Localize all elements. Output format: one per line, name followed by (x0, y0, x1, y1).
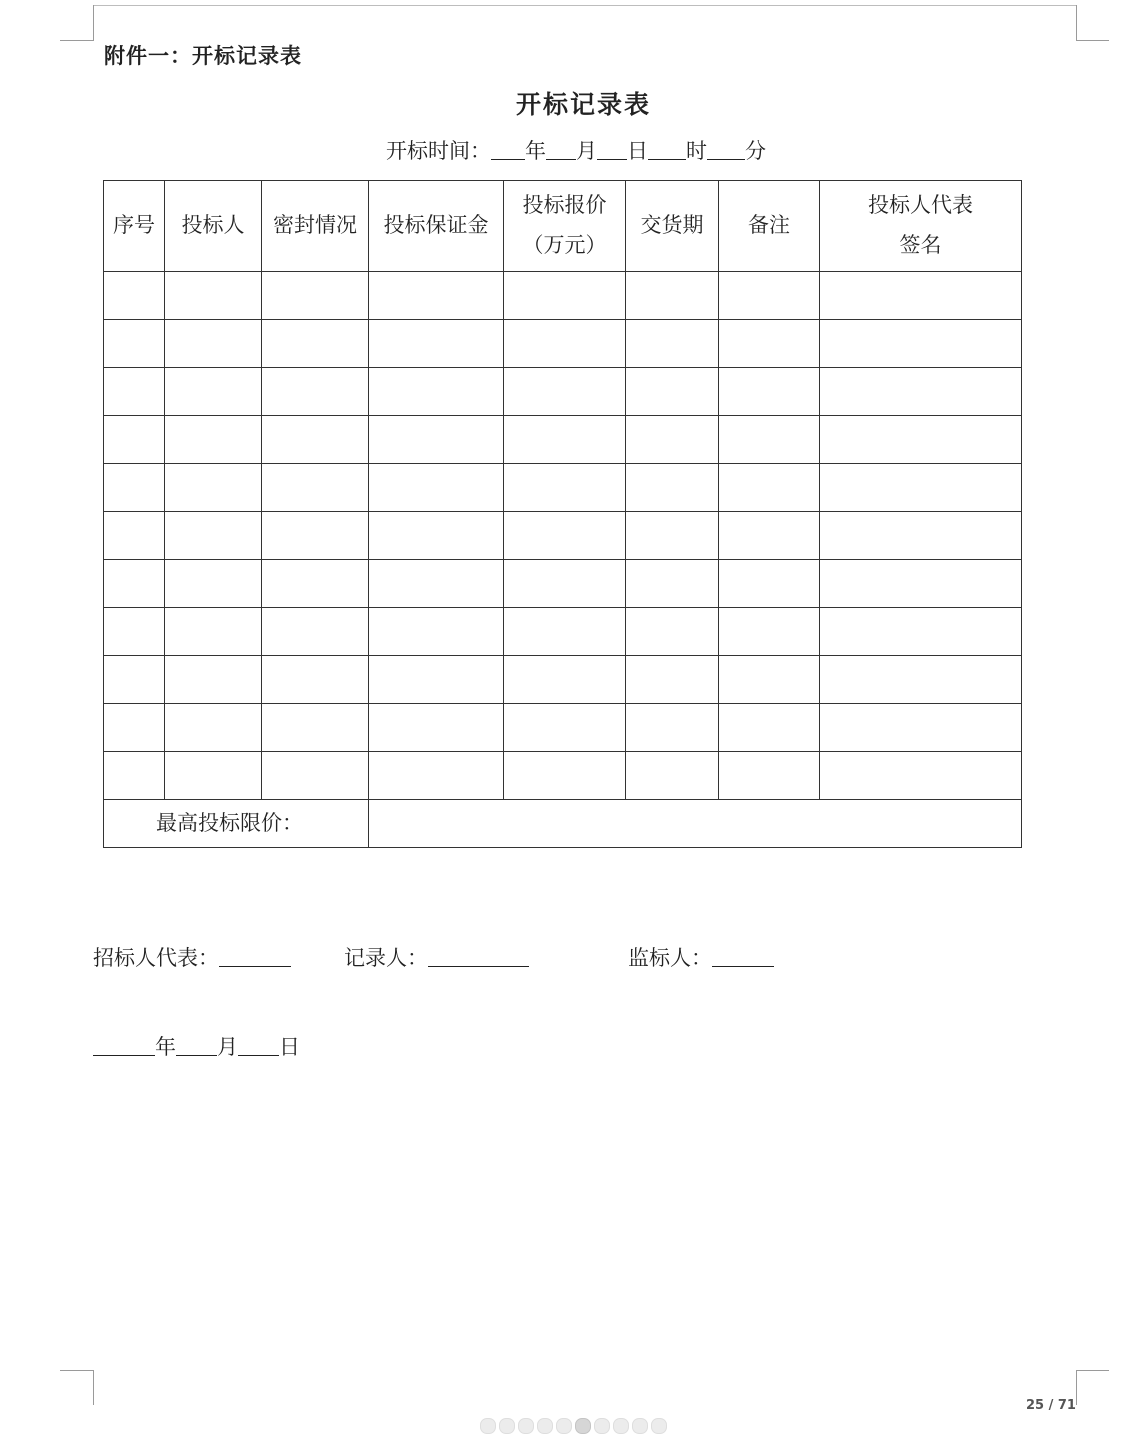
table-cell[interactable] (820, 416, 1022, 464)
table-cell[interactable] (165, 752, 262, 800)
hour-label: 时 (686, 139, 707, 163)
table-cell[interactable] (262, 512, 369, 560)
table-cell[interactable] (369, 272, 504, 320)
hour-blank (648, 139, 686, 160)
table-row (104, 416, 1022, 464)
table-cell[interactable] (626, 512, 719, 560)
recorder-signature (344, 942, 529, 972)
tenderer-rep-label: 招标人代表： (93, 946, 219, 970)
max-bid-limit-value[interactable] (369, 800, 1022, 848)
table-cell[interactable] (719, 752, 820, 800)
table-cell[interactable] (369, 320, 504, 368)
table-cell[interactable] (369, 704, 504, 752)
tenderer-rep-signature (93, 942, 291, 972)
table-cell[interactable] (626, 560, 719, 608)
table-cell[interactable] (504, 272, 626, 320)
header-cell-remarks: 备注 (719, 181, 820, 272)
header-cell-bid-price: 投标报价 （万元） (504, 181, 626, 272)
table-cell[interactable] (504, 464, 626, 512)
table-cell[interactable] (165, 272, 262, 320)
table-cell[interactable] (104, 752, 165, 800)
header-cell-bidder: 投标人 (165, 181, 262, 272)
supervisor-blank[interactable] (712, 946, 774, 967)
table-cell[interactable] (719, 416, 820, 464)
table-cell[interactable] (262, 608, 369, 656)
table-cell[interactable] (104, 320, 165, 368)
table-cell[interactable] (369, 464, 504, 512)
table-cell[interactable] (719, 320, 820, 368)
table-cell[interactable] (104, 416, 165, 464)
table-cell[interactable] (369, 368, 504, 416)
table-row (104, 560, 1022, 608)
recorder-blank[interactable] (428, 946, 529, 967)
bid-opening-record-table (103, 180, 1022, 848)
table-cell[interactable] (369, 512, 504, 560)
page-dot[interactable] (632, 1418, 648, 1434)
table-row (104, 512, 1022, 560)
page-dot[interactable] (518, 1418, 534, 1434)
table-cell[interactable] (820, 368, 1022, 416)
crop-mark-bottom-left-h (60, 1370, 94, 1371)
table-cell[interactable] (504, 512, 626, 560)
table-header-row (104, 181, 1022, 272)
supervisor-label: 监标人： (628, 946, 712, 970)
minute-label: 分 (745, 139, 766, 163)
table-cell[interactable] (820, 704, 1022, 752)
header-cell-seal-status: 密封情况 (262, 181, 369, 272)
page-dot[interactable] (613, 1418, 629, 1434)
table-cell[interactable] (262, 704, 369, 752)
table-cell[interactable] (104, 560, 165, 608)
table-cell[interactable] (104, 608, 165, 656)
crop-mark-top-right-h (1076, 40, 1109, 41)
table-cell[interactable] (820, 752, 1022, 800)
table-cell[interactable] (719, 464, 820, 512)
table-cell[interactable] (504, 416, 626, 464)
table-cell[interactable] (165, 560, 262, 608)
attachment-title: 附件一：开标记录表 (104, 43, 302, 68)
table-cell[interactable] (626, 752, 719, 800)
date-month-blank[interactable] (176, 1035, 217, 1056)
page-dot[interactable] (499, 1418, 515, 1434)
table-cell[interactable] (369, 416, 504, 464)
table-cell[interactable] (165, 608, 262, 656)
table-row (104, 608, 1022, 656)
table-cell[interactable] (504, 608, 626, 656)
month-label: 月 (576, 139, 597, 163)
table-cell[interactable] (820, 320, 1022, 368)
crop-mark-top-left (93, 5, 94, 41)
table-cell[interactable] (104, 272, 165, 320)
supervisor-signature (628, 942, 774, 972)
table-cell[interactable] (626, 704, 719, 752)
table-cell[interactable] (504, 704, 626, 752)
table-cell[interactable] (504, 320, 626, 368)
page-top-edge (93, 5, 1076, 6)
table-cell[interactable] (104, 704, 165, 752)
crop-mark-top-left-h (60, 40, 94, 41)
table-row (104, 368, 1022, 416)
table-cell[interactable] (719, 656, 820, 704)
table-cell[interactable] (369, 656, 504, 704)
crop-mark-bottom-right (1076, 1370, 1077, 1405)
page-number: 25 / 71 (1026, 1398, 1076, 1413)
table-row (104, 320, 1022, 368)
page-dot[interactable] (537, 1418, 553, 1434)
page-dot[interactable] (480, 1418, 496, 1434)
table-cell[interactable] (626, 416, 719, 464)
page-dot[interactable] (594, 1418, 610, 1434)
table-cell[interactable] (262, 464, 369, 512)
date-year-label: 年 (155, 1035, 176, 1059)
table-cell[interactable] (104, 656, 165, 704)
table-cell[interactable] (262, 560, 369, 608)
table-cell[interactable] (504, 560, 626, 608)
table-cell[interactable] (165, 464, 262, 512)
table-cell[interactable] (104, 368, 165, 416)
table-cell[interactable] (820, 608, 1022, 656)
month-blank (546, 139, 576, 160)
table-cell[interactable] (165, 416, 262, 464)
document-title: 开标记录表 (515, 90, 651, 119)
recorder-label: 记录人： (344, 946, 428, 970)
page-scroll-dots (480, 1418, 667, 1434)
table-cell[interactable] (626, 272, 719, 320)
table-cell[interactable] (719, 368, 820, 416)
table-row (104, 272, 1022, 320)
date-day-blank[interactable] (238, 1035, 279, 1056)
year-blank (491, 139, 525, 160)
table-cell[interactable] (820, 272, 1022, 320)
year-label: 年 (525, 139, 546, 163)
table-cell[interactable] (369, 560, 504, 608)
date-month-label: 月 (217, 1035, 238, 1059)
open-time-label: 开标时间： (386, 139, 491, 163)
page-dot[interactable] (556, 1418, 572, 1434)
table-cell[interactable] (504, 368, 626, 416)
table-cell[interactable] (820, 464, 1022, 512)
max-bid-limit-label: 最高投标限价： (104, 800, 369, 848)
crop-mark-bottom-right-h (1076, 1370, 1109, 1371)
crop-mark-bottom-left (93, 1370, 94, 1405)
table-row (104, 704, 1022, 752)
day-blank (597, 139, 627, 160)
table-cell[interactable] (262, 416, 369, 464)
date-day-label: 日 (279, 1035, 300, 1059)
table-cell[interactable] (165, 512, 262, 560)
table-cell[interactable] (262, 752, 369, 800)
table-cell[interactable] (165, 320, 262, 368)
table-cell[interactable] (719, 560, 820, 608)
table-row (104, 752, 1022, 800)
table-cell[interactable] (626, 656, 719, 704)
table-row-limit (104, 800, 1022, 848)
table-cell[interactable] (104, 464, 165, 512)
page-dot-current[interactable] (575, 1418, 591, 1434)
table-cell[interactable] (262, 656, 369, 704)
page-dot[interactable] (651, 1418, 667, 1434)
table-cell[interactable] (165, 368, 262, 416)
table-cell[interactable] (719, 608, 820, 656)
table-cell[interactable] (262, 368, 369, 416)
table-cell[interactable] (719, 272, 820, 320)
table-cell[interactable] (719, 704, 820, 752)
day-label: 日 (627, 139, 648, 163)
crop-mark-top-right (1076, 5, 1077, 41)
header-cell-delivery: 交货期 (626, 181, 719, 272)
table-cell[interactable] (165, 704, 262, 752)
table-cell[interactable] (369, 752, 504, 800)
table-cell[interactable] (820, 512, 1022, 560)
table-cell[interactable] (504, 752, 626, 800)
header-cell-serial: 序号 (104, 181, 165, 272)
table-cell[interactable] (626, 368, 719, 416)
tenderer-rep-blank[interactable] (219, 946, 291, 967)
table-cell[interactable] (626, 320, 719, 368)
table-cell[interactable] (719, 512, 820, 560)
table-row (104, 464, 1022, 512)
table-cell[interactable] (369, 608, 504, 656)
signing-date-line (93, 1031, 300, 1061)
date-year-blank[interactable] (93, 1035, 155, 1056)
table-cell[interactable] (165, 656, 262, 704)
table-row (104, 656, 1022, 704)
table-cell[interactable] (504, 656, 626, 704)
minute-blank (707, 139, 745, 160)
header-cell-rep-signature: 投标人代表 签名 (820, 181, 1022, 272)
table-cell[interactable] (820, 656, 1022, 704)
table-cell[interactable] (262, 320, 369, 368)
open-time-line (386, 135, 766, 165)
table-cell[interactable] (626, 608, 719, 656)
table-cell[interactable] (104, 512, 165, 560)
header-cell-bid-bond: 投标保证金 (369, 181, 504, 272)
table-cell[interactable] (626, 464, 719, 512)
table-cell[interactable] (262, 272, 369, 320)
table-cell[interactable] (820, 560, 1022, 608)
